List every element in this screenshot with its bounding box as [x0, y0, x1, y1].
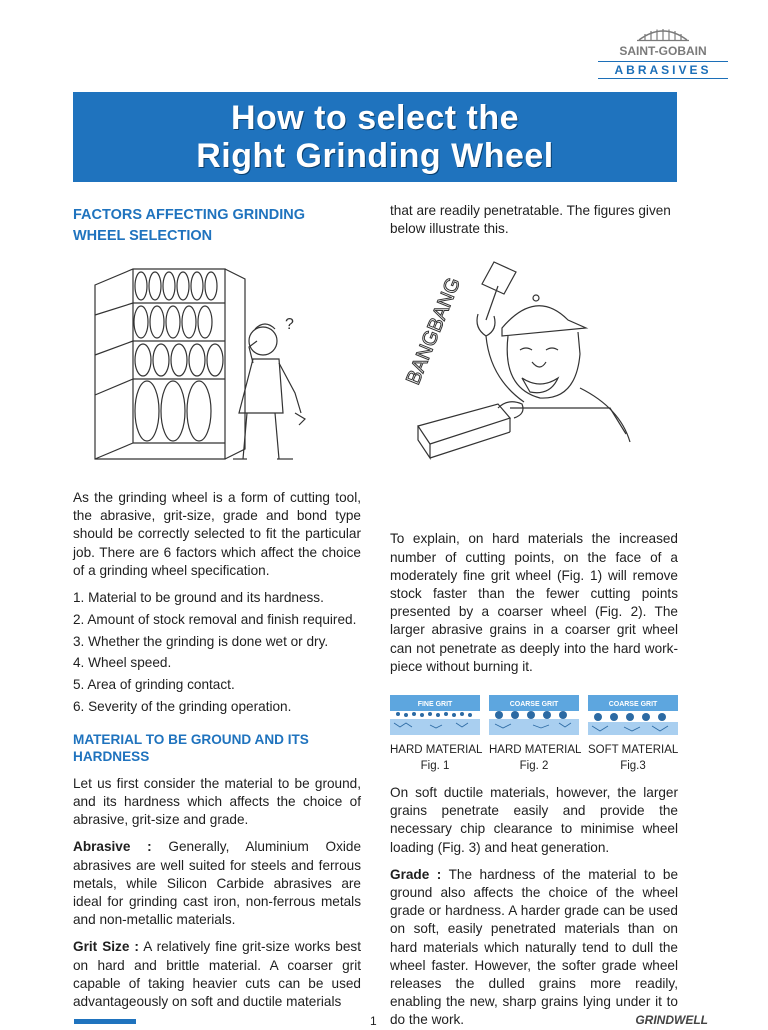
footer-brand: GRINDWELL [635, 1013, 708, 1027]
grit-text: A relatively fine grit-size works best on hard and brittle material. A coarser grit capable of taking heavier cuts can be used advantageously on soft and ductile materials [73, 939, 362, 1010]
brand-name: SAINT-GOBAIN [619, 44, 707, 58]
grade-text: The hardness of the material to be ground also affects the choice of the wheel grade or hardness. A harder grade can be used on soft, easily penetrated materials than on hard materials which naturally tend to dull the wheel faster. However, the softer grade wheel releases the dulled grains more readily, enabling the new, sharp grains lying under it to do the work. [390, 866, 679, 1028]
wheel-cabinet-illustration [73, 263, 361, 473]
fig3-material: SOFT MATERIAL [588, 744, 679, 757]
fig2-grit-label: COARSE GRIT [509, 701, 559, 709]
right-column [390, 202, 678, 1030]
brand-division: ABRASIVES [598, 61, 728, 79]
list-item: 2. Amount of stock removal and finish required. [73, 611, 357, 627]
continuation-paragraph: that are readily penetratable. The figures given below illustrate this. [390, 203, 671, 237]
hammer-man-illustration [390, 258, 678, 468]
list-item: 1. Material to be ground and its hardness. [73, 590, 324, 606]
left-column [73, 205, 361, 1011]
svg-text:?: ? [285, 316, 294, 333]
list-item: 4. Wheel speed. [73, 655, 172, 671]
grade-paragraph [390, 866, 678, 1030]
factors-list [73, 587, 361, 718]
figure-row [390, 695, 678, 774]
abrasive-text: Generally, Aluminium Oxide abrasives are well suited for steels and ferrous metals, while Silicon Carbide abrasives are ideal for grinding cast iron, non-ferrous metals and non-metallic materials. [73, 839, 362, 928]
title-banner [73, 92, 677, 182]
figure-2 [489, 695, 582, 774]
fig3-label: Fig.3 [620, 760, 646, 773]
bangbang-text: BANGBANG [402, 274, 466, 389]
explain-paragraph: To explain, on hard materials the increased number of cutting points, on the face of a moderately fine grit wheel (Fig. 1) will remove stock faster than the fewer cutting points presented by a coarser wheel (Fig. 2). The larger abrasive grains in a coarser grit wheel can not penetrate as deeply into the hard work-piece without burning it. [390, 531, 678, 674]
list-item: 5. Area of grinding contact. [73, 677, 235, 693]
list-item: 3. Whether the grinding is done wet or dry. [73, 633, 329, 649]
intro-paragraph: As the grinding wheel is a form of cutting tool, the abrasive, grit-size, grade and bond type should be correctly selected to fit the particular job. There are 6 factors which affect the choice of a grinding wheel specification. [73, 490, 361, 578]
fig2-material: HARD MATERIAL [489, 744, 582, 757]
grit-label: Grit Size : [73, 939, 139, 955]
saint-gobain-logo [598, 26, 728, 79]
figure-3 [588, 695, 678, 774]
fig1-material: HARD MATERIAL [390, 744, 483, 757]
fig1-label: Fig. 1 [420, 760, 450, 773]
abrasive-label: Abrasive : [73, 839, 152, 855]
heading-factors: FACTORS AFFECTING GRINDING WHEEL SELECTION [73, 207, 305, 244]
grade-label: Grade : [390, 866, 442, 882]
page-title-line2: Right Grinding Wheel [196, 137, 554, 175]
list-item: 6. Severity of the grinding operation. [73, 699, 292, 714]
soft-materials-paragraph: On soft ductile materials, however, the larger grains penetrate easily and provide the necessary chip clearance to minimise wheel loading (Fig. 3) and heat generation. [390, 785, 678, 855]
fig1-grit-label: FINE GRIT [417, 701, 453, 709]
coarse-grit-hard-diagram [489, 695, 579, 735]
footer-accent-bar [74, 1019, 136, 1024]
heading-material: MATERIAL TO BE GROUND AND ITS HARDNESS [73, 731, 309, 765]
material-paragraph: Let us first consider the material to be ground, and its hardness which affects the choice of abrasive, grit-size and grade. [73, 775, 361, 828]
abrasive-paragraph [73, 838, 361, 929]
figure-1 [390, 695, 483, 774]
page-title-line1: How to select the [230, 99, 520, 137]
coarse-grit-soft-diagram [588, 695, 678, 735]
fig2-label: Fig. 2 [519, 760, 549, 773]
page-number: 1 [370, 1014, 377, 1028]
fig3-grit-label: COARSE GRIT [608, 701, 658, 709]
arch-logo-icon [635, 26, 691, 42]
grit-paragraph [73, 938, 361, 1011]
fine-grit-diagram [390, 695, 480, 735]
